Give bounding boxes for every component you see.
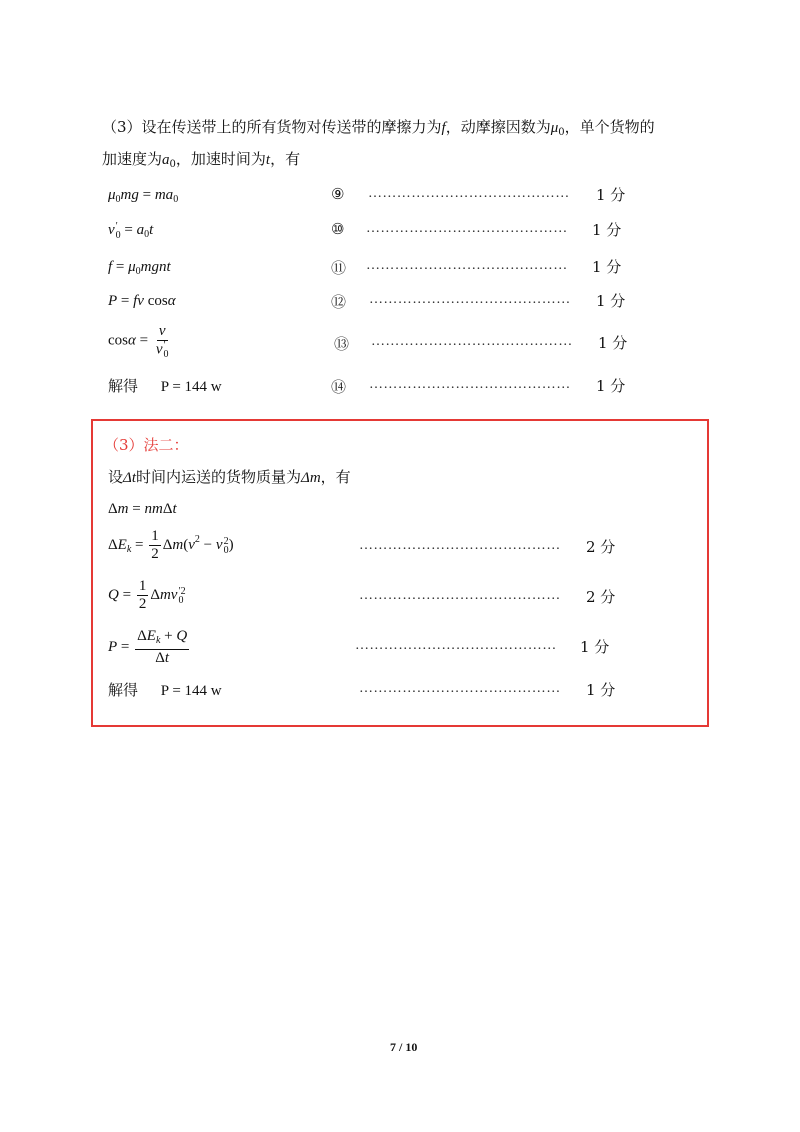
- leader-dots: ……………………………………: [359, 681, 561, 696]
- leader-dots: ……………………………………: [369, 377, 571, 392]
- equation-10: v ′ 0 = $a_0t$: [108, 220, 154, 241]
- leader-dots: ……………………………………: [355, 638, 557, 653]
- equation-dm: Δm = nmΔt: [108, 501, 177, 517]
- intro-line-2: 加速度为$a_0$，加速时间为t，有: [102, 150, 301, 170]
- method-2-title: （3）法二：: [104, 436, 189, 454]
- score: 1 分: [586, 681, 616, 699]
- equation-number: ⑨: [331, 185, 345, 203]
- score: 1 分: [596, 292, 626, 310]
- leader-dots: ……………………………………: [368, 186, 570, 201]
- equation-9: $\mu_0mg = ma_0$: [108, 187, 179, 205]
- score: 2 分: [586, 588, 616, 606]
- jiede-label: 解得: [108, 377, 139, 395]
- method-2-solution-line: [108, 680, 222, 701]
- leader-dots: ……………………………………: [359, 538, 561, 553]
- equation-number: ⑭: [331, 378, 347, 396]
- score: 1 分: [598, 334, 628, 352]
- equation-12: P = fv cosα: [108, 293, 176, 309]
- equation-q: Q = $\frac{1}{2}$ Δmv ′2 0: [108, 578, 186, 612]
- score: 1 分: [580, 638, 610, 656]
- jiede-label: 解得: [108, 681, 139, 699]
- score: 1 分: [592, 221, 622, 239]
- equation-11: $f = \mu_0mgnt$: [108, 259, 171, 277]
- result: P = 144 w: [160, 379, 222, 395]
- result: P = 144 w: [160, 683, 222, 699]
- score: 1 分: [592, 258, 622, 276]
- equation-13: cosα = v v ′ 0: [108, 323, 169, 360]
- score: 2 分: [586, 538, 616, 556]
- score: 1 分: [596, 377, 626, 395]
- solution-line: [108, 376, 222, 397]
- equation-p: P = $\frac{\Delta E_k + Q}{\Delta t}$: [108, 628, 188, 666]
- intro-line-1: （3）设在传送带上的所有货物对传送带的摩擦力为f，动摩擦因数为$\mu_0$，单个货物的: [102, 118, 655, 138]
- equation-number: ⑬: [334, 335, 350, 353]
- leader-dots: ……………………………………: [359, 588, 561, 603]
- equation-number: ⑪: [331, 259, 347, 277]
- equation-number: ⑫: [331, 293, 347, 311]
- score: 1 分: [596, 186, 626, 204]
- leader-dots: ……………………………………: [366, 221, 568, 236]
- leader-dots: ……………………………………: [369, 292, 571, 307]
- method-2-intro: 设Δt时间内运送的货物质量为Δm，有: [108, 468, 351, 486]
- leader-dots: ……………………………………: [366, 258, 568, 273]
- equation-dek: $\Delta E_k$ = $\frac{1}{2}$ $\Delta m(v^2 - v$ 2 0 ): [108, 528, 234, 562]
- leader-dots: ……………………………………: [371, 334, 573, 349]
- equation-number: ⑩: [331, 220, 345, 238]
- page-number: 7 / 10: [390, 1040, 418, 1054]
